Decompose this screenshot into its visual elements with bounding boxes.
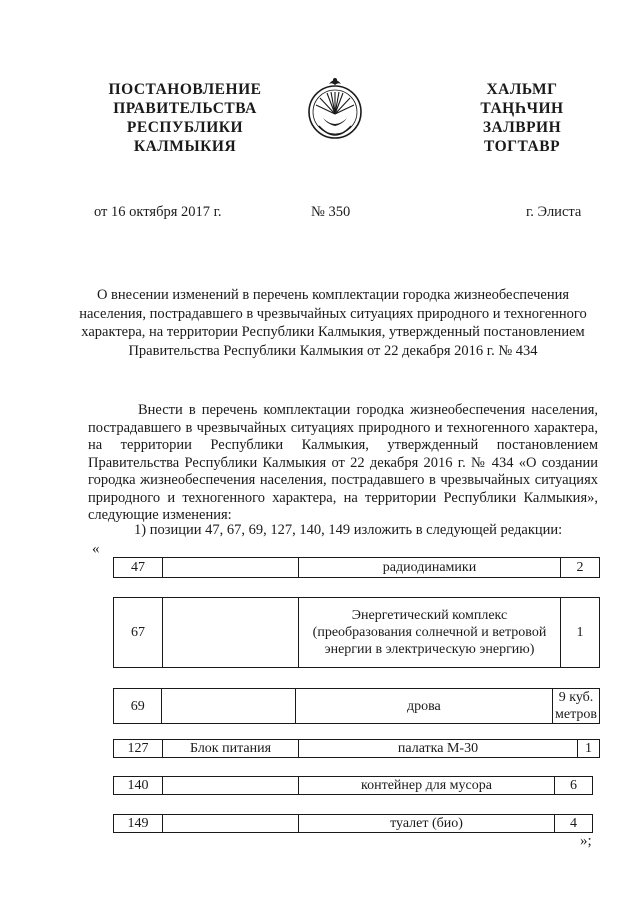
row-quantity: 2 bbox=[561, 558, 600, 578]
issuer-title-kalmyk bbox=[462, 80, 582, 156]
issuer-line: РЕСПУБЛИКИ bbox=[126, 119, 244, 136]
row-number: 140 bbox=[114, 777, 163, 795]
document-number: № 350 bbox=[311, 204, 351, 220]
issuer-line: ПОСТАНОВЛЕНИЕ bbox=[108, 81, 262, 98]
row-number: 127 bbox=[114, 740, 163, 758]
closing-quote: »; bbox=[580, 833, 592, 849]
row-item: дрова bbox=[295, 689, 552, 724]
row-quantity: 1 bbox=[578, 740, 600, 758]
document-subject: О внесении изменений в перечень комплектации городка жизнеобеспечения населения, пострадавшего в чрезвычайных ситуациях природного и техногенного характера, на территории Республики Калмыкия, утвержденный постановлением Правительства Республики Калмыкия от 22 декабря 2016 г. № 434 bbox=[79, 287, 587, 359]
row-item: палатка М-30 bbox=[299, 740, 578, 758]
row-number: 47 bbox=[114, 558, 163, 578]
row-item: радиодинамики bbox=[299, 558, 561, 578]
row-number: 149 bbox=[114, 815, 163, 833]
table-row bbox=[113, 688, 600, 724]
row-quantity: 1 bbox=[561, 598, 600, 668]
table-row bbox=[113, 776, 593, 795]
issuer-line: ЗАЛВРИН bbox=[482, 119, 562, 136]
row-number: 67 bbox=[114, 598, 163, 668]
table-row bbox=[113, 557, 600, 578]
row-name bbox=[162, 689, 295, 724]
body-text: Внести в перечень комплектации городка жизнеобеспечения населения, пострадавшего в чрезвычайных ситуациях природного и техногенного характера, на территории Республики Калмыкия, утвержденный постановлением Правительства Республики Калмыкия от 22 декабря 2016 г. № 434 «О создании городка жизнеобеспечения населения, пострадавшего в чрезвычайных ситуациях природного и техногенного характера, на территории Республики Калмыкия», следующие изменения: bbox=[88, 402, 598, 523]
issuer-line: КАЛМЫКИЯ bbox=[133, 138, 237, 155]
row-name bbox=[163, 558, 299, 578]
row-quantity: 9 куб. метров bbox=[553, 689, 600, 724]
row-name bbox=[163, 815, 299, 833]
document-city: г. Элиста bbox=[526, 204, 582, 220]
row-quantity: 4 bbox=[555, 815, 593, 833]
row-name: Блок питания bbox=[163, 740, 299, 758]
issuer-line: ТОГТАВР bbox=[483, 138, 561, 155]
issuer-line: ТАҢҺЧИН bbox=[480, 100, 564, 117]
issuer-line: ПРАВИТЕЛЬСТВА bbox=[113, 100, 257, 117]
opening-quote: « bbox=[92, 541, 100, 557]
body-paragraph bbox=[88, 402, 598, 525]
coat-of-arms-emblem bbox=[307, 72, 363, 146]
table-row bbox=[113, 814, 593, 833]
table-row bbox=[113, 739, 600, 758]
row-item: туалет (био) bbox=[299, 815, 555, 833]
table-row bbox=[113, 597, 600, 668]
row-number: 69 bbox=[114, 689, 162, 724]
issuer-title-russian bbox=[100, 80, 270, 156]
row-item: контейнер для мусора bbox=[299, 777, 555, 795]
row-item: Энергетический комплекс (преобразования солнечной и ветровой энергии в электрическую энергию) bbox=[299, 598, 561, 668]
issuer-line: ХАЛЬМГ bbox=[486, 81, 558, 98]
row-name bbox=[163, 777, 299, 795]
row-name bbox=[163, 598, 299, 668]
row-quantity: 6 bbox=[555, 777, 593, 795]
amendment-item-1: 1) позиции 47, 67, 69, 127, 140, 149 изложить в следующей редакции: bbox=[134, 522, 563, 538]
document-date: от 16 октября 2017 г. bbox=[94, 204, 222, 220]
